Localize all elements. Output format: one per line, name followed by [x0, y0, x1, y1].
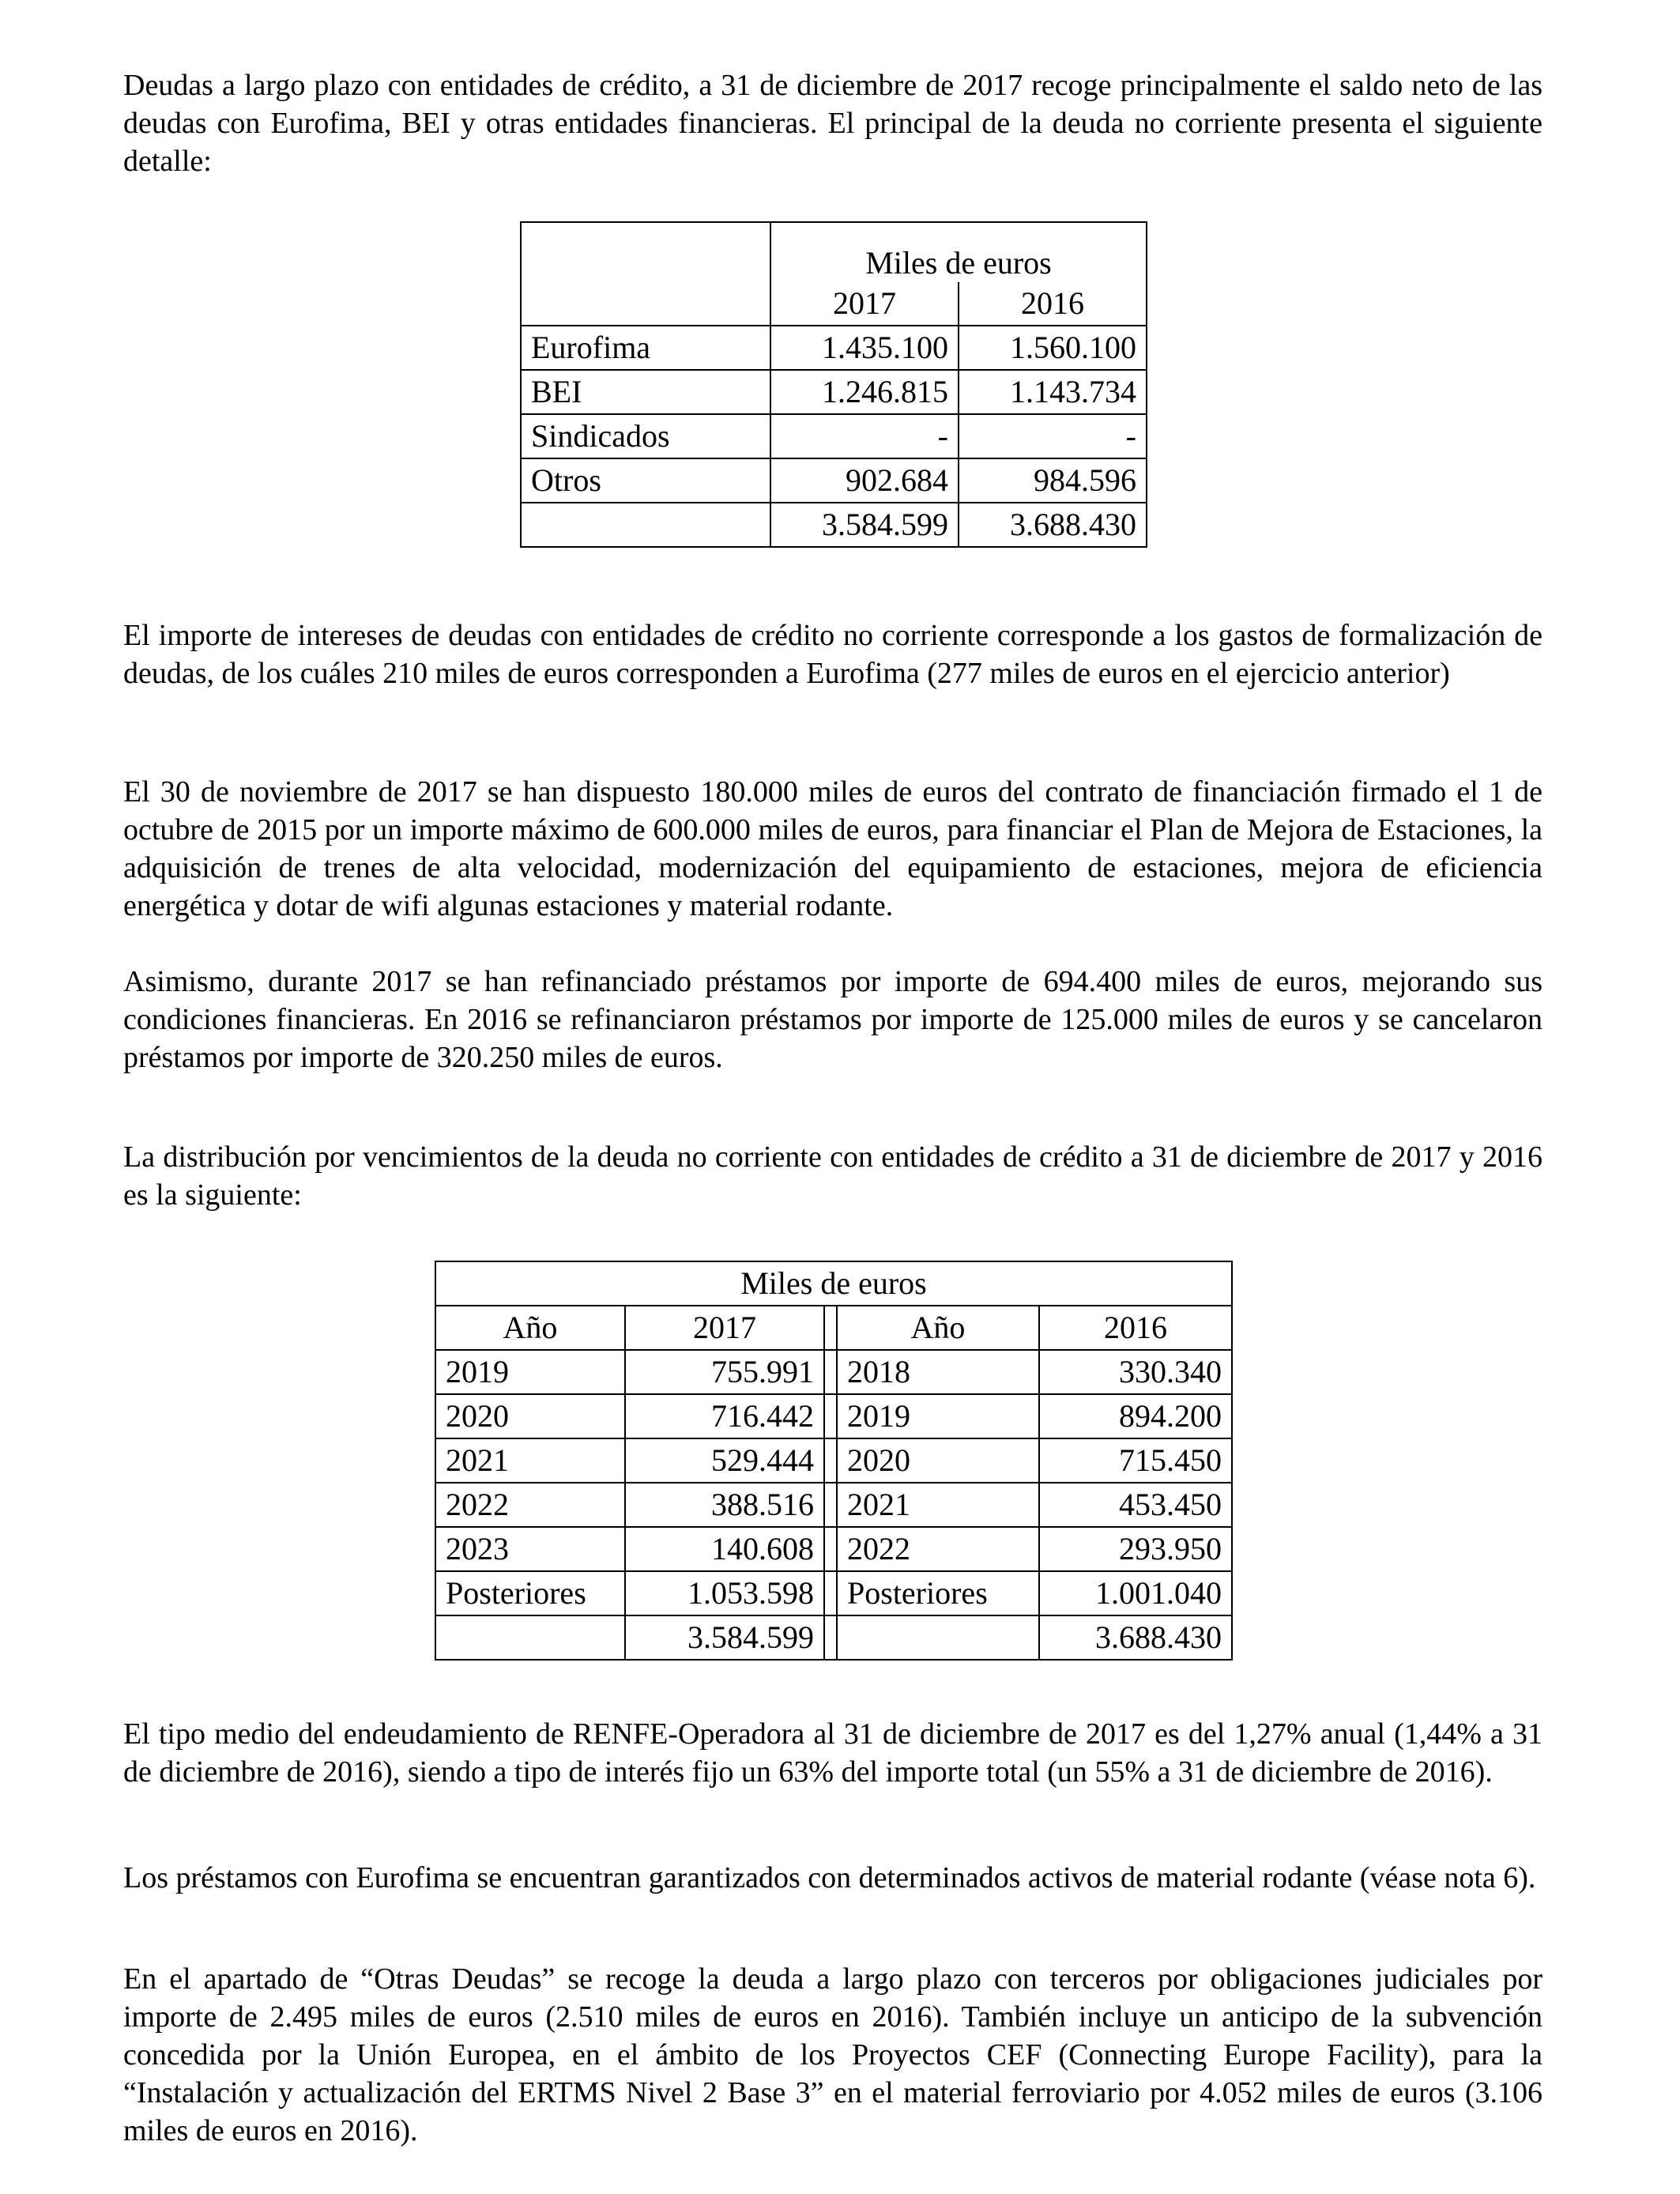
- table-row: [435, 1527, 1232, 1571]
- maturity-year-2016: [837, 1615, 1039, 1660]
- maturity-year-2016: 2019: [837, 1394, 1039, 1438]
- year-column-header: Año: [435, 1306, 625, 1350]
- value-2016: 1.560.100: [959, 326, 1147, 370]
- table-row: [521, 326, 1147, 370]
- amount-2017: 716.442: [625, 1394, 824, 1438]
- guarantee-paragraph: Los préstamos con Eurofima se encuentran garantizados con determinados activos de material rodante (véase nota 6).: [123, 1861, 1536, 1894]
- maturity-year-2016: 2022: [837, 1527, 1039, 1571]
- intro-paragraph: Deudas a largo plazo con entidades de crédito, a 31 de diciembre de 2017 recoge principalmente el saldo neto de las deudas con Eurofima, BEI y otras entidades financieras. El principal de la deuda no corriente presenta el siguiente detalle:: [123, 69, 1543, 178]
- maturity-year-2017: 2022: [435, 1483, 625, 1527]
- year-header-2016: 2016: [959, 282, 1147, 326]
- row-label: BEI: [521, 370, 770, 414]
- year-column-header: Año: [837, 1306, 1039, 1350]
- maturity-year-2017: [435, 1615, 625, 1660]
- amount-2016: 293.950: [1039, 1527, 1232, 1571]
- amount-2016: 1.001.040: [1039, 1571, 1232, 1615]
- spacer-cell: [824, 1483, 837, 1527]
- year-header-2016: 2016: [1039, 1306, 1232, 1350]
- maturity-year-2017: 2021: [435, 1438, 625, 1483]
- amount-2017: 388.516: [625, 1483, 824, 1527]
- spacer-cell: [824, 1350, 837, 1394]
- value-2017: 1.246.815: [770, 370, 959, 414]
- total-2017: 3.584.599: [625, 1615, 824, 1660]
- table-row: [435, 1483, 1232, 1527]
- year-header-2017: 2017: [770, 282, 959, 326]
- debt-detail-table: [520, 221, 1147, 548]
- maturity-year-2016: 2018: [837, 1350, 1039, 1394]
- year-header-2017: 2017: [625, 1306, 824, 1350]
- amount-2016: 894.200: [1039, 1394, 1232, 1438]
- spacer-cell: [824, 1527, 837, 1571]
- maturity-intro-paragraph: La distribución por vencimientos de la deuda no corriente con entidades de crédito a 31 de diciembre de 2017 y 2016 es la siguiente:: [123, 1140, 1543, 1212]
- maturity-year-2017: 2023: [435, 1527, 625, 1571]
- total-2016: 3.688.430: [959, 503, 1147, 547]
- total-2016: 3.688.430: [1039, 1615, 1232, 1660]
- average-rate-paragraph: El tipo medio del endeudamiento de RENFE-Operadora al 31 de diciembre de 2017 es del 1,27% anual (1,44% a 31 de diciembre de 2016), siendo a tipo de interés fijo un 63% del importe total (un 55% a 31 de diciembre de 2016).: [123, 1717, 1543, 1789]
- spacer-cell: [824, 1438, 837, 1483]
- amount-2017: 755.991: [625, 1350, 824, 1394]
- refinancing-paragraph: Asimismo, durante 2017 se han refinanciado préstamos por importe de 694.400 miles de euros, mejorando sus condiciones financieras. En 2016 se refinanciaron préstamos por importe de 125.000 miles de euros y se cancelaron préstamos por importe de 320.250 miles de euros.: [123, 965, 1543, 1074]
- amount-2017: 140.608: [625, 1527, 824, 1571]
- total-row: [435, 1615, 1232, 1660]
- row-label: Sindicados: [521, 414, 770, 458]
- value-2016: 1.143.734: [959, 370, 1147, 414]
- maturity-year-2016: 2020: [837, 1438, 1039, 1483]
- financing-paragraph: El 30 de noviembre de 2017 se han dispuesto 180.000 miles de euros del contrato de financiación firmado el 1 de octubre de 2015 por un importe máximo de 600.000 miles de euros, para financiar el Plan de Mejora de Estaciones, la adquisición de trenes de alta velocidad, modernización del equipamiento de estaciones, mejora de eficiencia energética y dotar de wifi algunas estaciones y material rodante.: [123, 775, 1543, 922]
- table-unit-header: Miles de euros: [770, 222, 1147, 282]
- amount-2017: 1.053.598: [625, 1571, 824, 1615]
- table-row: [521, 458, 1147, 503]
- row-label: Otros: [521, 458, 770, 503]
- value-2017: 1.435.100: [770, 326, 959, 370]
- value-2016: -: [959, 414, 1147, 458]
- interest-paragraph: El importe de intereses de deudas con entidades de crédito no corriente corresponde a los gastos de formalización de deudas, de los cuáles 210 miles de euros corresponden a Eurofima (277 miles de euros en el ejercicio anterior): [123, 619, 1543, 690]
- spacer-cell: [824, 1394, 837, 1438]
- total-row: [521, 503, 1147, 547]
- table-row: [435, 1350, 1232, 1394]
- maturity-table: [435, 1261, 1233, 1661]
- total-2017: 3.584.599: [770, 503, 959, 547]
- other-debts-paragraph: En el apartado de “Otras Deudas” se recoge la deuda a largo plazo con terceros por obligaciones judiciales por importe de 2.495 miles de euros (2.510 miles de euros en 2016). También incluye un anticipo de la subvención concedida por la Unión Europea, en el ámbito de los Proyectos CEF (Connecting Europe Facility), para la “Instalación y actualización del ERTMS Nivel 2 Base 3” en el material ferroviario por 4.052 miles de euros (3.106 miles de euros en 2016).: [123, 1962, 1543, 2147]
- row-label: Eurofima: [521, 326, 770, 370]
- table-corner-cell: [521, 222, 770, 326]
- value-2016: 984.596: [959, 458, 1147, 503]
- amount-2016: 453.450: [1039, 1483, 1232, 1527]
- table-unit-header: Miles de euros: [435, 1261, 1232, 1306]
- amount-2017: 529.444: [625, 1438, 824, 1483]
- value-2017: -: [770, 414, 959, 458]
- maturity-year-2017: 2019: [435, 1350, 625, 1394]
- spacer-cell: [824, 1615, 837, 1660]
- spacer-cell: [824, 1306, 837, 1350]
- table-row: [521, 370, 1147, 414]
- maturity-year-2016: 2021: [837, 1483, 1039, 1527]
- table-row: [435, 1571, 1232, 1615]
- amount-2016: 715.450: [1039, 1438, 1232, 1483]
- table-row: [521, 414, 1147, 458]
- maturity-year-2017: 2020: [435, 1394, 625, 1438]
- row-label: [521, 503, 770, 547]
- table-row: [435, 1438, 1232, 1483]
- amount-2016: 330.340: [1039, 1350, 1232, 1394]
- value-2017: 902.684: [770, 458, 959, 503]
- spacer-cell: [824, 1571, 837, 1615]
- maturity-year-2016: Posteriores: [837, 1571, 1039, 1615]
- maturity-year-2017: Posteriores: [435, 1571, 625, 1615]
- table-row: [435, 1394, 1232, 1438]
